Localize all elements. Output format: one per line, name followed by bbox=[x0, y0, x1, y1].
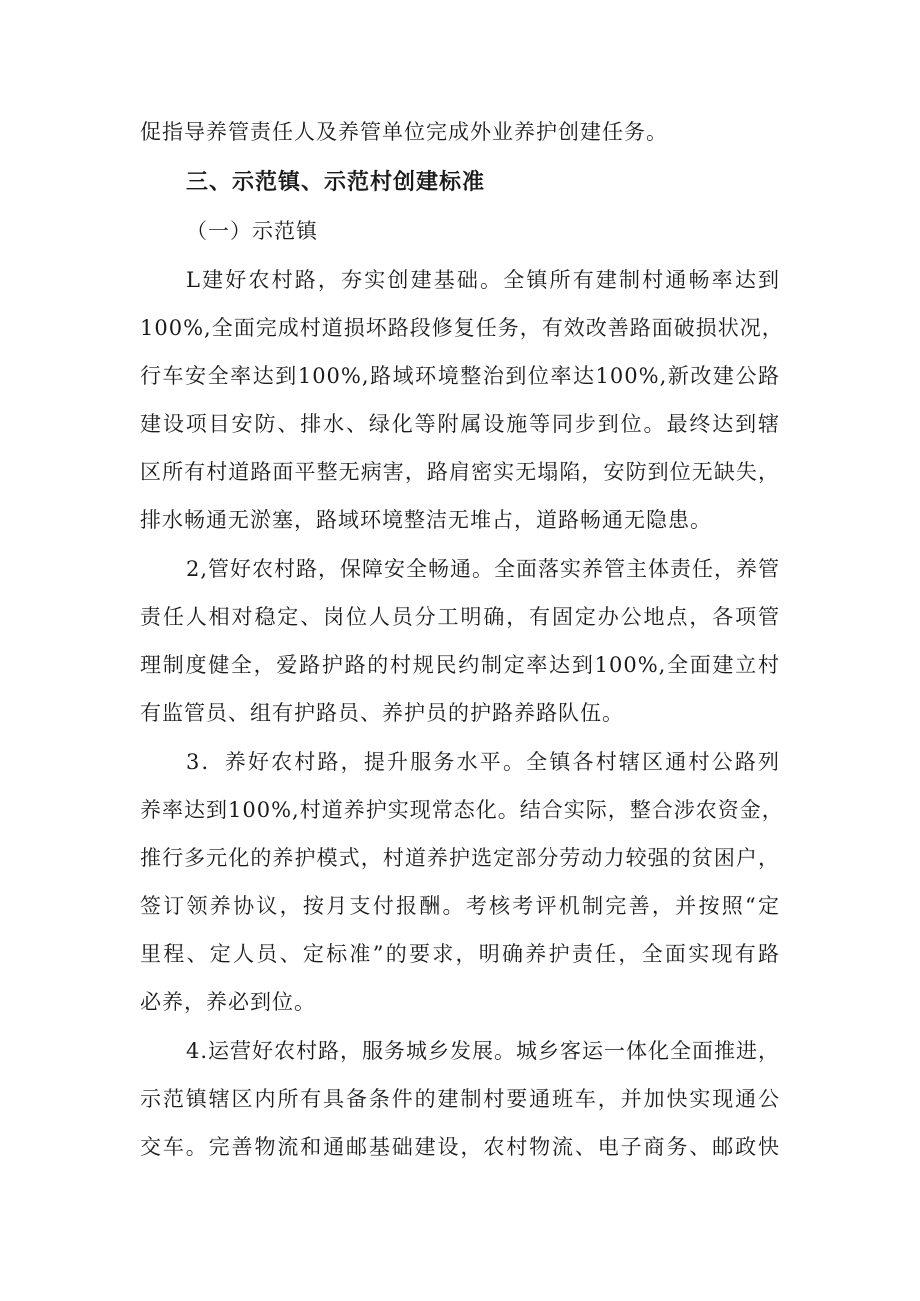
paragraph-3-line-2: 养率达到100%,村道养护实现常态化。结合实际，整合涉农资金， bbox=[140, 798, 784, 822]
paragraph-1-line-2: 100%,全面完成村道损坏路段修复任务，有效改善路面破损状况， bbox=[140, 316, 784, 340]
paragraph-4-line-3: 交车。完善物流和通邮基础建设，农村物流、电子商务、邮政快 bbox=[140, 1135, 780, 1159]
paragraph-1-line-6: 排水畅通无淤塞，路域环境整洁无堆占，道路畅通无隐患。 bbox=[140, 508, 712, 532]
paragraph-3-line-1: 3．养好农村路，提升服务水平。全镇各村辖区通村公路列 bbox=[186, 750, 780, 774]
paragraph-1-line-1: L建好农村路，夯实创建基础。全镇所有建制村通畅率达到 bbox=[186, 268, 780, 292]
paragraph-2-line-1: 2,管好农村路，保障安全畅通。全面落实养管主体责任，养管 bbox=[186, 557, 781, 581]
intro-line: 促指导养管责任人及养管单位完成外业养护创建任务。 bbox=[140, 120, 668, 144]
paragraph-3-line-6: 必养，养必到位。 bbox=[140, 990, 316, 1014]
paragraph-1-line-3: 行车安全率达到100%,路域环境整治到位率达100%,新改建公路 bbox=[140, 364, 780, 388]
paragraph-2-line-3: 理制度健全，爱路护路的村规民约制定率达到100%,全面建立村 bbox=[140, 653, 780, 677]
section-heading: 三、示范镇、示范村创建标准 bbox=[186, 170, 486, 195]
paragraph-3-line-5: 里程、定人员、定标准”的要求，明确养护责任，全面实现有路 bbox=[140, 942, 780, 966]
paragraph-4-line-2: 示范镇辖区内所有具备条件的建制村要通班车，并加快实现通公 bbox=[140, 1087, 780, 1111]
paragraph-1-line-5: 区所有村道路面平整无病害，路肩密实无塌陷，安防到位无缺失， bbox=[140, 460, 780, 484]
paragraph-4-line-1: 4.运营好农村路，服务城乡发展。城乡客运一体化全面推进， bbox=[186, 1039, 781, 1063]
paragraph-2-line-2: 责任人相对稳定、岗位人员分工明确，有固定办公地点，各项管 bbox=[140, 605, 780, 629]
subsection-heading: （一）示范镇 bbox=[186, 219, 318, 243]
paragraph-3-line-3: 推行多元化的养护模式，村道养护选定部分劳动力较强的贫困户， bbox=[140, 846, 780, 870]
paragraph-2-line-4: 有监管员、组有护路员、养护员的护路养路队伍。 bbox=[140, 701, 624, 725]
paragraph-3-line-4: 签订领养协议，按月支付报酬。考核考评机制完善，并按照“定 bbox=[140, 894, 780, 918]
paragraph-1-line-4: 建设项目安防、排水、绿化等附属设施等同步到位。最终达到辖 bbox=[140, 412, 780, 436]
